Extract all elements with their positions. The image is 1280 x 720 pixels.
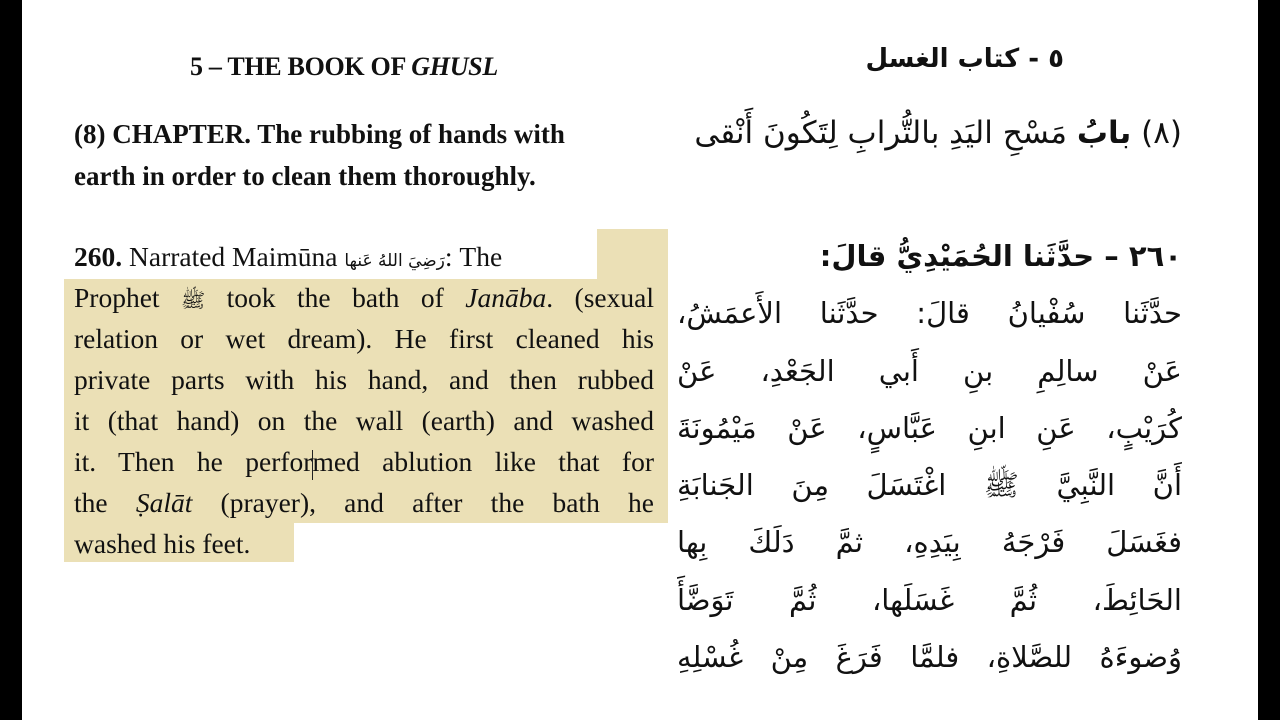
arabic-hadith-text	[677, 228, 1182, 686]
english-chapter-title	[74, 113, 654, 197]
highlight-first-line	[597, 229, 668, 279]
hadith-line-5: it (that hand) on the wall (earth) and washed	[74, 405, 654, 436]
arabic-line-7: الحَائِطَ، ثُمَّ غَسَلَها، ثُمَّ تَوَضَّأَ	[677, 582, 1182, 617]
hadith-line-2: Prophet ﷺ took the bath of Janāba. (sexual	[74, 282, 654, 313]
hadith-line-4: private parts with his hand, and then rubbed	[74, 364, 654, 395]
hadith-line-7: the Ṣalāt (prayer), and after the bath he	[74, 487, 654, 518]
salutation-glyph: ﷺ	[181, 288, 206, 312]
arabic-line-8: وُضوءَهُ للصَّلاةِ، فلمَّا فَرَغَ مِنْ غُسْلِهِ	[677, 640, 1182, 675]
arabic-line-3: عَنْ سالِمِ بنِ أَبي الجَعْدِ، عَنْ	[677, 353, 1182, 388]
arabic-line-6: فغَسَلَ فَرْجَهُ بِيَدِهِ، ثمَّ دَلَكَ بِها	[677, 525, 1182, 560]
chapter-line-2: earth in order to clean them thoroughly.	[74, 161, 536, 191]
arabic-book-title: ٥ - كتاب الغسل	[865, 44, 1064, 74]
hadith-line-6: it. Then he performed ablution like that for	[74, 441, 654, 482]
hadith-line-1: 260. Narrated Maimūna رَضِيَ اللهُ عَنها: The	[74, 241, 503, 272]
chapter-line-1: (8) CHAPTER. The rubbing of hands with	[74, 119, 565, 149]
arabic-line-2: حدَّثَنا سُفْيانُ قالَ: حدَّثَنا الأَعمَشُ،	[677, 296, 1182, 331]
hadith-line-3: relation or wet dream). He first cleaned his	[74, 323, 654, 354]
honorific-text: رَضِيَ اللهُ عَنها	[344, 251, 445, 271]
arabic-chapter-title: (٨) بابُ مَسْحِ اليَدِ بالتُّرابِ لِتَكُونَ أَنْقى	[694, 115, 1182, 151]
arabic-line-5: أَنَّ النَّبِيَّ ﷺ اغْتَسَلَ مِنَ الجَنابَةِ	[677, 468, 1182, 503]
arabic-line-1: ٢٦٠ – حدَّثَنا الحُمَيْدِيُّ قالَ:	[819, 239, 1182, 273]
book-page	[22, 0, 1258, 720]
arabic-line-4: كُرَيْبٍ، عَنِ ابنِ عَبَّاسٍ، عَنْ مَيْمُونَةَ	[677, 410, 1182, 445]
hadith-number: 260.	[74, 241, 123, 272]
english-book-title: 5 – THE BOOK OF GHUSL	[190, 52, 498, 81]
hadith-line-8: washed his feet.	[74, 528, 251, 559]
